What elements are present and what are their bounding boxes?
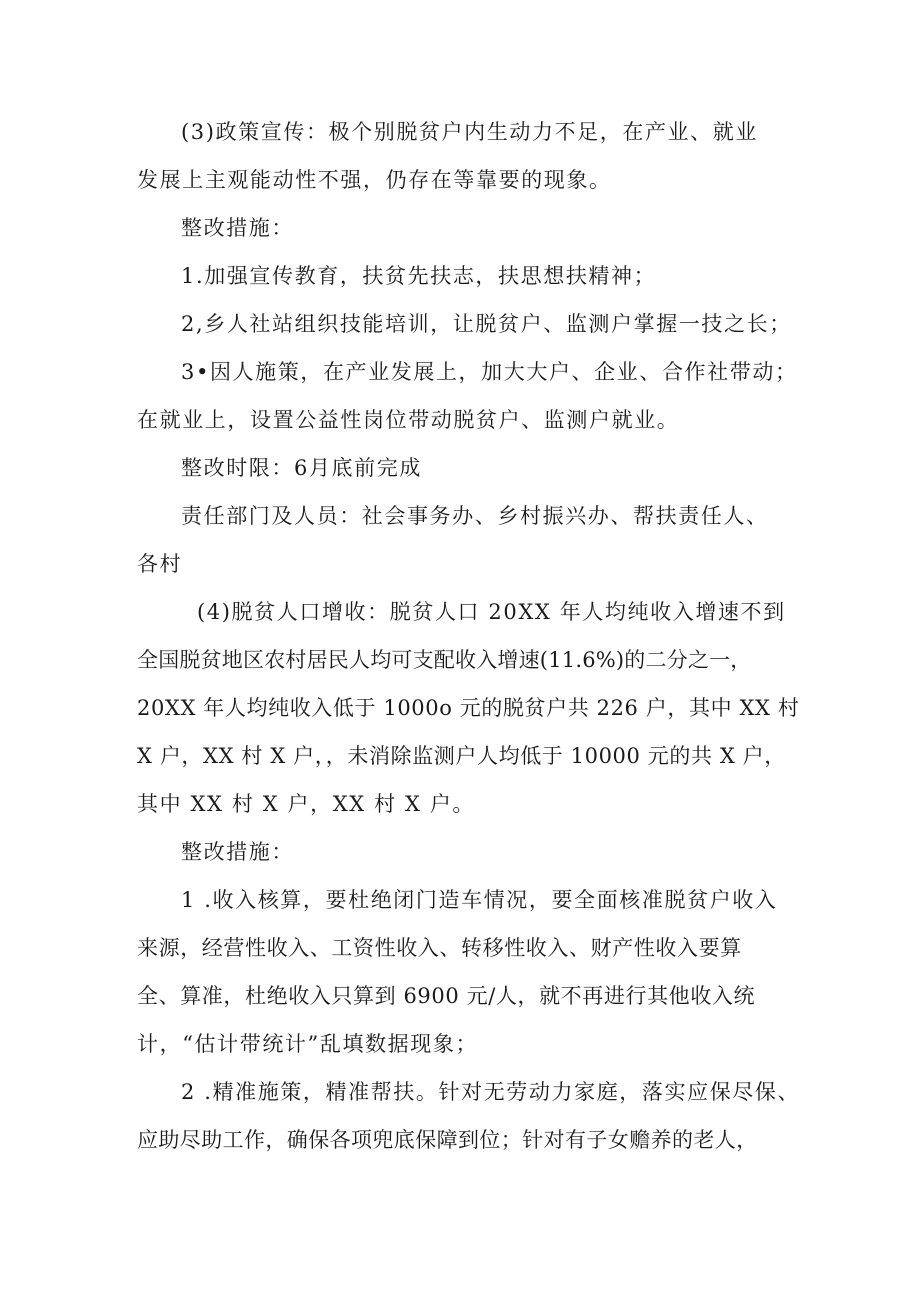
deadline-text: 整改时限：6月底前完成 — [181, 456, 422, 480]
measure-item: 2,乡人社站组织技能培训，让脱贫户、监测户掌握一技之长； — [181, 312, 792, 336]
text-line: 全国脱贫地区农村居民人均可支配收入增速(11.6%)的二分之一， — [137, 648, 752, 672]
paragraph-income-increase — [137, 588, 800, 828]
text-line: 1 .收入核算，要杜绝闭门造车情况，要全面核准脱贫户收入 — [181, 888, 778, 912]
text-line: (4)脱贫人口增收：脱贫人口 20XX 年人均纯收入增速不到 — [197, 600, 786, 624]
text-line: 发展上主观能动性不强，仍存在等靠要的现象。 — [137, 168, 612, 192]
measures-heading: 整改措施： — [181, 216, 294, 240]
text-line: X 户，XX 村 X 户，，未消除监测户人均低于 10000 元的共 X 户， — [137, 744, 786, 768]
measures-heading: 整改措施： — [181, 840, 294, 864]
text-line: 计，“估计带统计”乱填数据现象； — [137, 1032, 479, 1056]
measure-item: 1.加强宣传教育，扶贫先扶志，扶思想扶精神； — [181, 264, 657, 288]
document-page — [137, 108, 801, 1164]
measure-item — [137, 1068, 801, 1164]
text-line: 全、算准，杜绝收入只算到 6900 元/人，就不再进行其他收入统 — [137, 984, 756, 1008]
text-line: 应助尽助工作，确保各项兜底保障到位；针对有子女赡养的老人， — [137, 1128, 758, 1152]
measure-item — [137, 876, 792, 1068]
text-line: 2 .精准施策，精准帮扶。针对无劳动力家庭，落实应保尽保、 — [181, 1080, 801, 1104]
paragraph-policy-publicity — [137, 108, 792, 204]
text-line: (3)政策宣传：极个别脱贫户内生动力不足，在产业、就业 — [181, 120, 758, 144]
text-line: 在就业上，设置公益性岗位带动脱贫户、监测户就业。 — [137, 408, 680, 432]
text-line: 3•因人施策，在产业发展上，加大大户、企业、合作社带动； — [181, 360, 798, 384]
responsible-departments — [137, 492, 792, 588]
text-line: 20XX 年人均纯收入低于 1000o 元的脱贫户共 226 户，其中 XX 村 — [137, 696, 800, 720]
text-line: 其中 XX 村 X 户，XX 村 X 户。 — [137, 792, 476, 816]
measure-item — [137, 348, 798, 444]
text-line: 各村 — [137, 552, 183, 576]
text-line: 责任部门及人员：社会事务办、乡村振兴办、帮扶责任人、 — [181, 504, 769, 528]
text-line: 来源，经营性收入、工资性收入、转移性收入、财产性收入要算 — [137, 936, 742, 960]
